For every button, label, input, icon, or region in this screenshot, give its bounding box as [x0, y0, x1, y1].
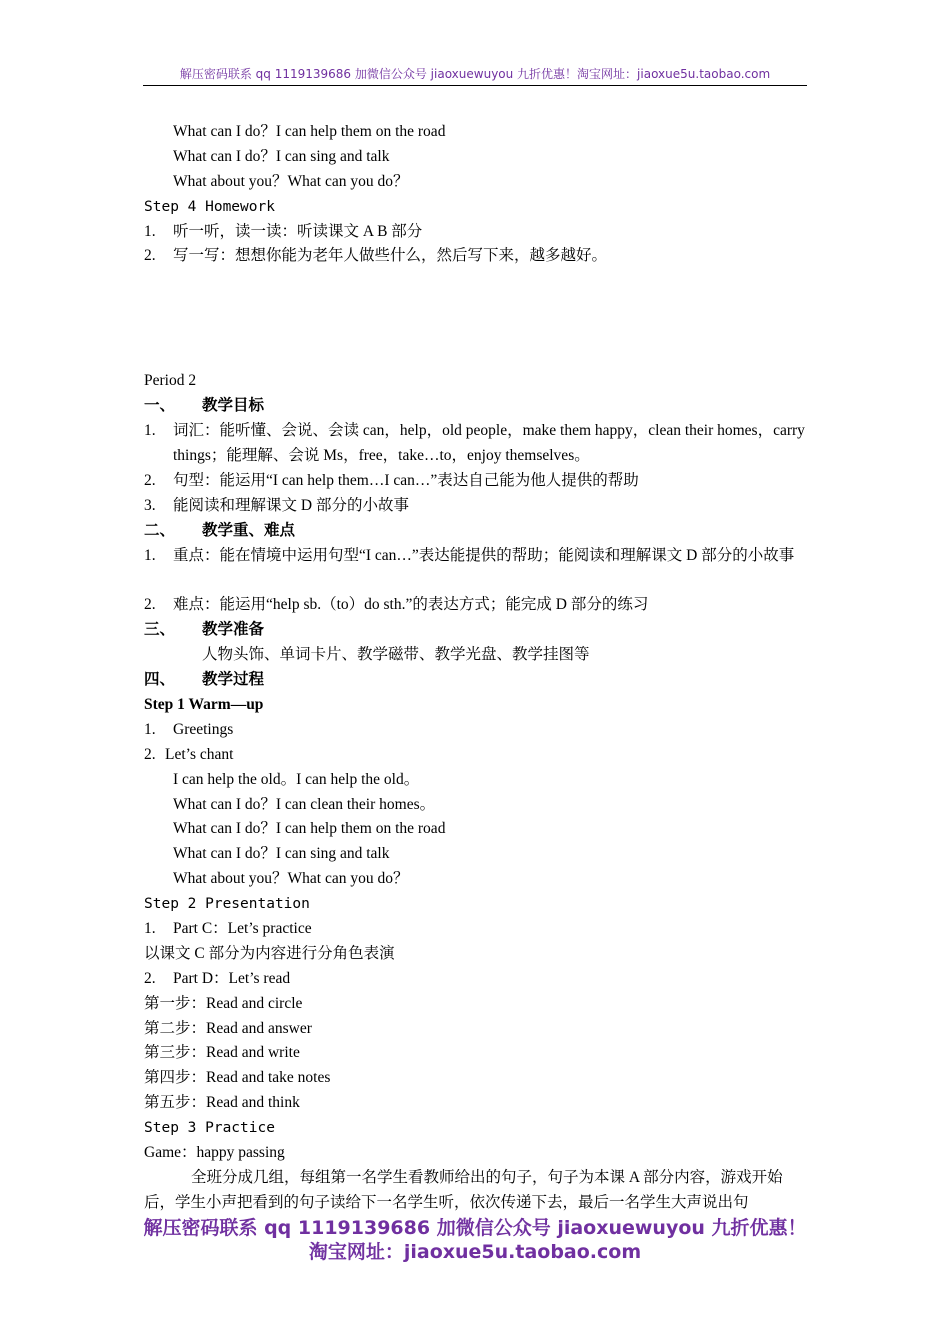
chant-line: What can I do？I can sing and talk — [173, 845, 390, 863]
chant-line: I can help the old。I can help the old。 — [173, 770, 420, 788]
chant-line: What about you？What can you do？ — [173, 870, 409, 888]
footer-line: 解压密码联系 qq 1119139686 加微信公众号 jiaoxuewuyou 九折优惠！ — [143, 1217, 807, 1239]
page-header: 解压密码联系 qq 1119139686 加微信公众号 jiaoxuewuyou 九折优惠！淘宝网址：jiaoxue5u.taobao.com — [143, 66, 807, 86]
list-item: 1. 词汇：能听懂、会说、会读 can，help，old people，make them happy，clean their homes，carry things；能理解、会说 Ms，free，take…to，enjoy themselves。 — [144, 422, 805, 465]
chant-line: What can I do？I can help them on the road — [173, 820, 446, 838]
footer-line: 淘宝网址：jiaoxue5u.taobao.com — [308, 1241, 642, 1263]
reading-step: 第二步：Read and answer — [144, 1019, 312, 1037]
reading-step: 第四步：Read and take notes — [144, 1069, 331, 1087]
list-item: 1. Part C：Let’s practice — [144, 919, 312, 937]
chant-line: What can I do？I can help them on the road — [173, 123, 446, 140]
section-heading: 四、 教学过程 — [144, 671, 265, 689]
list-item: 2. 难点：能运用“help sb.（to）do sth.”的表达方式；能完成 D 部分的练习 — [144, 596, 649, 614]
list-item: 2. 写一写：想想你能为老年人做些什么，然后写下来，越多越好。 — [144, 247, 608, 265]
step2-title: Step 2 Presentation — [144, 896, 310, 913]
list-item: 1. 重点：能在情境中运用句型“I can…”表达能提供的帮助；能阅读和理解课文 D 部分的小故事 — [144, 546, 795, 564]
game-title: Game：happy passing — [144, 1143, 285, 1161]
list-item: 2. 句型：能运用“I can help them…I can…”表达自己能为他人提供的帮助 — [144, 471, 639, 489]
section-heading: 二、 教学重、难点 — [144, 521, 296, 539]
step4-title: Step 4 Homework — [144, 198, 275, 215]
section-heading: 一、 教学目标 — [144, 397, 265, 415]
game-description: 全班分成几组，每组第一名学生看教师给出的句子，句子为本课 A 部分内容，游戏开始后，学生小声把看到的句子读给下一名学生听，依次传递下去，最后一名学生大声说出句 — [144, 1168, 783, 1211]
step1-title: Step 1 Warm—up — [144, 695, 264, 713]
document-body — [144, 120, 808, 1216]
page-footer — [0, 1216, 950, 1264]
list-item-desc: 以课文 C 部分为内容进行分角色表演 — [144, 944, 395, 962]
step3-title: Step 3 Practice — [144, 1120, 275, 1137]
list-item: 2. Part D：Let’s read — [144, 969, 291, 987]
section-heading: 三、 教学准备 — [144, 621, 265, 639]
section-text: 人物头饰、单词卡片、教学磁带、教学光盘、教学挂图等 — [202, 646, 590, 664]
list-item: 3. 能阅读和理解课文 D 部分的小故事 — [144, 496, 409, 514]
period-title: Period 2 — [144, 372, 197, 390]
reading-step: 第三步：Read and write — [144, 1044, 300, 1062]
reading-step: 第一步：Read and circle — [144, 994, 303, 1012]
chant-line: What can I do？I can sing and talk — [173, 147, 390, 165]
list-item: 2. Let’s chant — [144, 745, 234, 763]
reading-step: 第五步：Read and think — [144, 1094, 300, 1112]
chant-line: What about you？What can you do？ — [173, 172, 409, 190]
list-item: 1. Greetings — [144, 720, 234, 738]
list-item: 1. 听一听，读一读：听读课文 A B 部分 — [144, 222, 423, 240]
spacer — [144, 269, 808, 369]
chant-line: What can I do？I can clean their homes。 — [173, 795, 436, 813]
